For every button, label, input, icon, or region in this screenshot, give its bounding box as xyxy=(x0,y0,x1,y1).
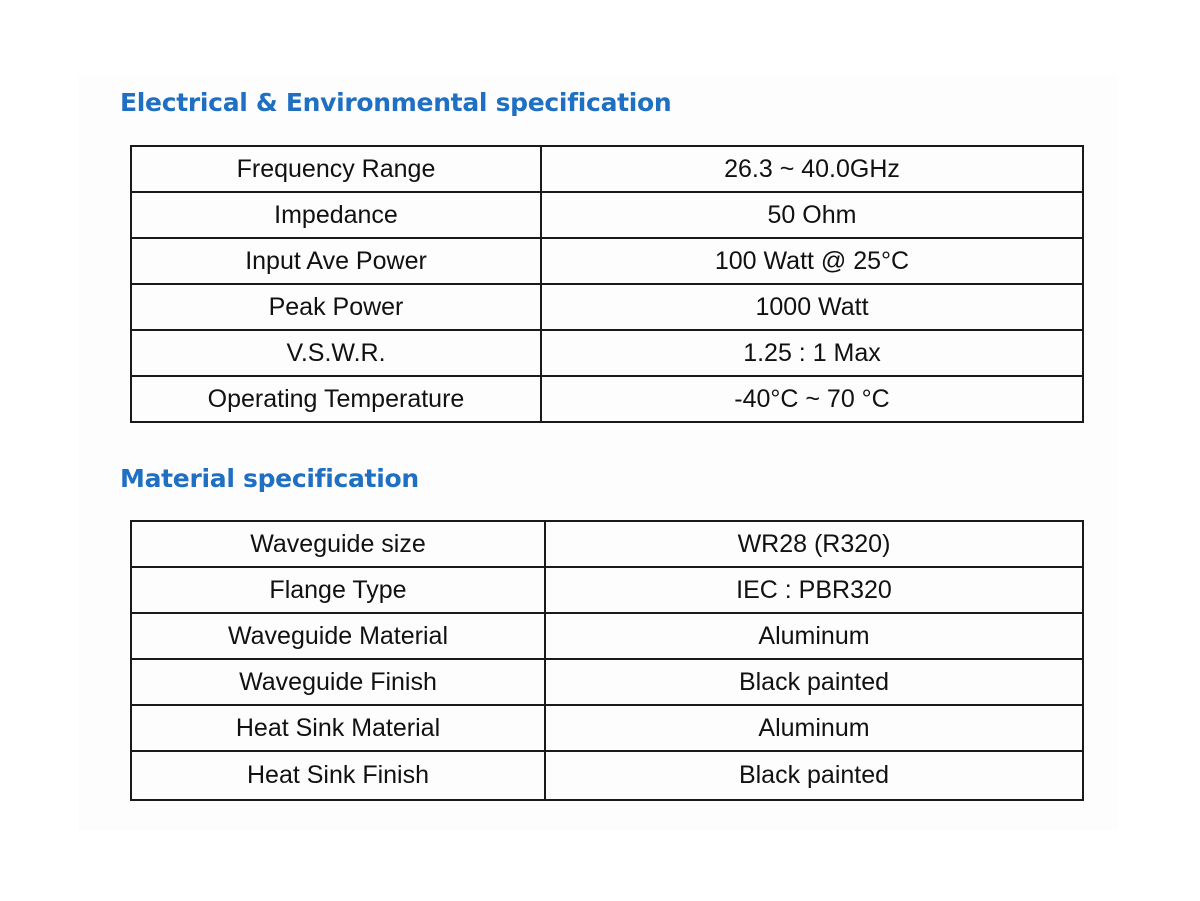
material-section-title: Material specification xyxy=(120,464,419,493)
value-cell: 1000 Watt xyxy=(541,284,1083,330)
electrical-spec-table xyxy=(130,145,1084,423)
table-row xyxy=(131,192,1083,238)
table-row xyxy=(131,659,1083,705)
electrical-section-title: Electrical & Environmental specification xyxy=(120,88,672,117)
value-cell: Aluminum xyxy=(545,613,1083,659)
param-cell: Waveguide Finish xyxy=(131,659,545,705)
param-cell: Frequency Range xyxy=(131,146,541,192)
param-cell: Heat Sink Material xyxy=(131,705,545,751)
table-row xyxy=(131,238,1083,284)
value-cell: WR28 (R320) xyxy=(545,521,1083,567)
value-cell: Black painted xyxy=(545,751,1083,800)
param-cell: Heat Sink Finish xyxy=(131,751,545,800)
param-cell: Flange Type xyxy=(131,567,545,613)
value-cell: IEC : PBR320 xyxy=(545,567,1083,613)
value-cell: 26.3 ~ 40.0GHz xyxy=(541,146,1083,192)
table-row xyxy=(131,705,1083,751)
value-cell: 100 Watt @ 25°C xyxy=(541,238,1083,284)
value-cell: -40°C ~ 70 °C xyxy=(541,376,1083,422)
param-cell: Peak Power xyxy=(131,284,541,330)
table-row xyxy=(131,521,1083,567)
table-row xyxy=(131,567,1083,613)
table-row xyxy=(131,284,1083,330)
table-row xyxy=(131,376,1083,422)
value-cell: 50 Ohm xyxy=(541,192,1083,238)
param-cell: Impedance xyxy=(131,192,541,238)
param-cell: Waveguide size xyxy=(131,521,545,567)
param-cell: Waveguide Material xyxy=(131,613,545,659)
table-row xyxy=(131,751,1083,800)
table-row xyxy=(131,330,1083,376)
table-row xyxy=(131,613,1083,659)
value-cell: 1.25 : 1 Max xyxy=(541,330,1083,376)
value-cell: Black painted xyxy=(545,659,1083,705)
param-cell: Input Ave Power xyxy=(131,238,541,284)
param-cell: V.S.W.R. xyxy=(131,330,541,376)
material-spec-table xyxy=(130,520,1084,801)
param-cell: Operating Temperature xyxy=(131,376,541,422)
value-cell: Aluminum xyxy=(545,705,1083,751)
table-row xyxy=(131,146,1083,192)
